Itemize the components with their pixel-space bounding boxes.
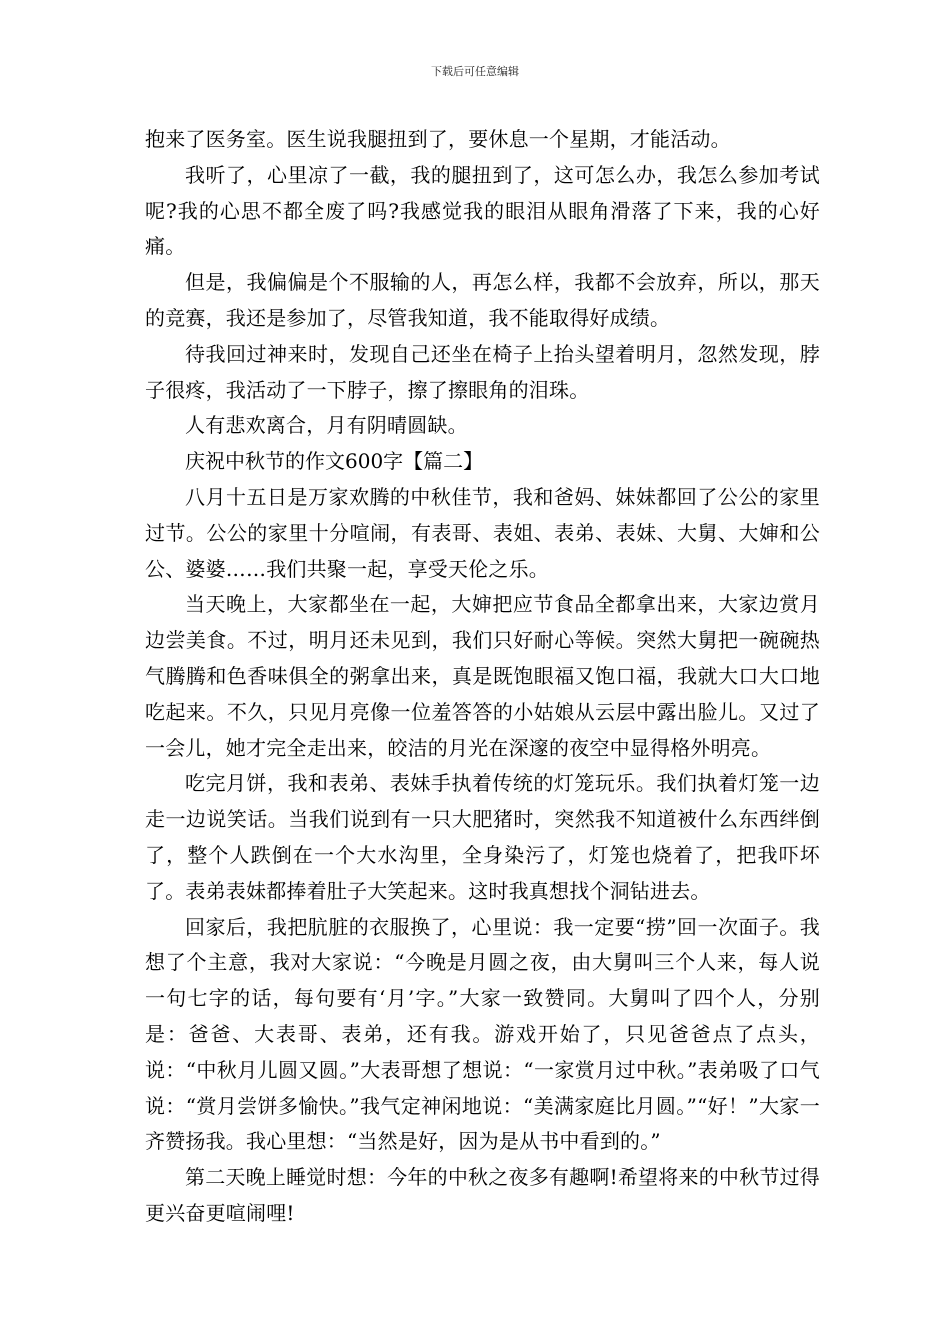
paragraph-7: 当天晚上，大家都坐在一起，大婶把应节食品全都拿出来，大家边赏月边尝美食。不过，明月还未见到，我们只好耐心等候。突然大舅把一碗碗热气腾腾和色香味俱全的粥拿出来，真是既饱眼福又饱口福，我就大口大口地吃起来。不久，只见月亮像一位羞答答的小姑娘从云层中露出脸儿。又过了一会儿，她才完全走出来，皎洁的月光在深邃的夜空中显得格外明亮。: [145, 592, 820, 760]
document-body: [145, 122, 820, 1232]
paragraph-3: 但是，我偏偏是个不服输的人，再怎么样，我都不会放弃，所以，那天的竞赛，我还是参加了，尽管我知道，我不能取得好成绩。: [145, 270, 820, 330]
page-header: 下载后可任意编辑: [431, 65, 519, 78]
section-heading: 庆祝中秋节的作文600字【篇二】: [185, 449, 484, 474]
paragraph-2: 我听了，心里凉了一截，我的腿扭到了，这可怎么办，我怎么参加考试呢?我的心思不都全废了吗?我感觉我的眼泪从眼角滑落了下来，我的心好痛。: [145, 162, 820, 259]
paragraph-5: 人有悲欢离合，月有阴晴圆缺。: [185, 413, 468, 438]
paragraph-8: 吃完月饼，我和表弟、表妹手执着传统的灯笼玩乐。我们执着灯笼一边走一边说笑话。当我们说到有一只大肥猪时，突然我不知道被什么东西绊倒了，整个人跌倒在一个大水沟里，全身染污了，灯笼也烧着了，把我吓坏了。表弟表妹都捧着肚子大笑起来。这时我真想找个洞钻进去。: [145, 771, 820, 903]
paragraph-4: 待我回过神来时，发现自己还坐在椅子上抬头望着明月，忽然发现，脖子很疼，我活动了一下脖子，擦了擦眼角的泪珠。: [145, 341, 820, 402]
paragraph-1: 抱来了医务室。医生说我腿扭到了，要休息一个星期，才能活动。: [145, 127, 731, 151]
paragraph-6: 八月十五日是万家欢腾的中秋佳节，我和爸妈、妹妹都回了公公的家里过节。公公的家里十分喧闹，有表哥、表姐、表弟、表妹、大舅、大婶和公公、婆婆……我们共聚一起，享受天伦之乐。: [145, 484, 820, 581]
paragraph-9: 回家后，我把肮脏的衣服换了，心里说：我一定要“捞”回一次面子。我想了个主意，我对大家说：“今晚是月圆之夜，由大舅叫三个人来，每人说一句七字的话，每句要有‘月’字。”大家一致赞同。大舅叫了四个人，分别是：爸爸、大表哥、表弟，还有我。游戏开始了，只见爸爸点了点头，说：“中秋月儿圆又圆。”大表哥想了想说：“一家赏月过中秋。”表弟吸了口气说：“赏月尝饼多愉快。”我气定神闲地说：“美满家庭比月圆。”“好！”大家一齐赞扬我。我心里想：“当然是好，因为是从书中看到的。”: [145, 914, 820, 1154]
paragraph-10: 第二天晚上睡觉时想：今年的中秋之夜多有趣啊!希望将来的中秋节过得更兴奋更喧闹哩!: [145, 1165, 820, 1225]
